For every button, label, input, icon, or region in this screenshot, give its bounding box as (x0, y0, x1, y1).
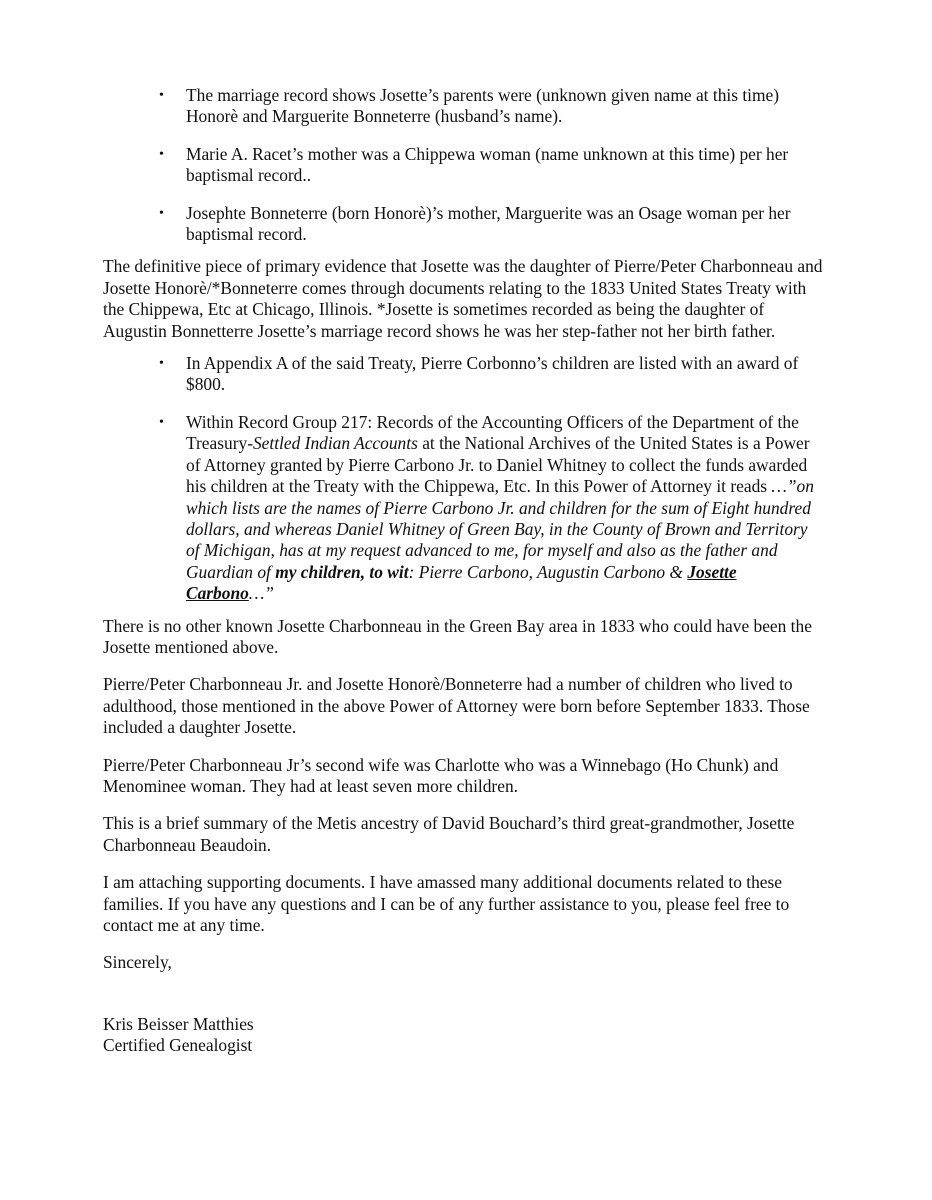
list-item (103, 353, 823, 396)
bullet-text: The marriage record shows Josette’s parents were (unknown given name at this time) Honorè and Marguerite Bonneterre (husband’s name). (186, 85, 780, 127)
bullet-text: Josephte Bonneterre (born Honorè)’s mother, Marguerite was an Osage woman per her baptismal record. (186, 202, 791, 245)
letter-page (103, 85, 823, 1056)
paragraph: There is no other known Josette Charbonneau in the Green Bay area in 1833 who could have been the Josette mentioned above. (103, 615, 812, 657)
evidence-paragraph: The definitive piece of primary evidence that Josette was the daughter of Pierre/Peter Charbonneau and Josette Honorè/*Bonneterre comes through documents relating to the 1833 United States Treaty with the Chippewa, Etc at Chicago, Illinois. *Josette is sometimes recorded as being the daughter of Augustin Bonnetterre Josette’s marriage record shows he was her step-father not her birth father. (103, 256, 823, 341)
signature-title: Certified Genealogist (103, 1034, 253, 1055)
bullet-text: In Appendix A of the said Treaty, Pierre Corbonno’s children are listed with an award of $800. (186, 353, 799, 395)
quote-b: : Pierre Carbono, Augustin Carbono & (408, 561, 688, 582)
list-item (103, 203, 823, 246)
list-item (103, 85, 823, 128)
treaty-bullet-list (103, 353, 823, 604)
paragraph: Pierre/Peter Charbonneau Jr. and Josette Honorè/Bonneterre had a number of children who lived to adulthood, those mentioned in the above Power of Attorney were born before September 1833. Those included a daughter Josette. (103, 674, 810, 738)
quote-bold: my children, to wit (275, 561, 409, 582)
bullet-icon: • (159, 414, 164, 430)
parents-bullet-list (103, 85, 823, 245)
paragraph: This is a brief summary of the Metis ancestry of David Bouchard’s third great-grandmother, Josette Charbonneau Beaudoin. (103, 813, 795, 855)
closing: Sincerely, (103, 952, 172, 973)
quote-end: …” (248, 583, 274, 604)
list-item (103, 412, 823, 605)
bullet-text: Marie A. Racet’s mother was a Chippewa woman (name unknown at this time) per her baptismal record.. (186, 143, 789, 186)
record-text-a: Within Record Group 217: Records of the Accounting Officers of the Department of the Treasury- (186, 411, 799, 454)
bullet-icon: • (159, 146, 164, 162)
record-text (186, 412, 814, 603)
bullet-icon: • (159, 88, 164, 103)
josette-carbono-underlined: Josette Carbono (186, 561, 737, 604)
quote-a: …”on which lists are the names of Pierre Carbono Jr. and children for the sum of Eight hundred dollars, and whereas Daniel Whitney of Green Bay, in the County of Brown and Territory of Michigan, has at my request advanced to me, for myself and also as the father and Guardian of (186, 476, 814, 582)
paragraph: Pierre/Peter Charbonneau Jr’s second wife was Charlotte who was a Winnebago (Ho Chunk) and Menominee woman. They had at least seven more children. (103, 754, 779, 796)
record-text-c: at the National Archives of the United States is a Power of Attorney granted by Pierre Carbono Jr. to Daniel Whitney to collect the funds awarded his children at the Treaty with the Chippewa, Etc. In this Power of Attorney it reads (186, 433, 810, 497)
bullet-icon: • (159, 205, 164, 221)
settled-accounts-italic: Settled Indian Accounts (252, 433, 418, 454)
signature-block (103, 1014, 823, 1056)
bullet-icon: • (159, 356, 164, 372)
list-item (103, 144, 823, 187)
paragraph: I am attaching supporting documents. I have amassed many additional documents related to these families. If you have any questions and I can be of any further assistance to you, please feel free to contact me at any time. (103, 872, 790, 935)
signature-name: Kris Beisser Matthies (103, 1013, 254, 1034)
